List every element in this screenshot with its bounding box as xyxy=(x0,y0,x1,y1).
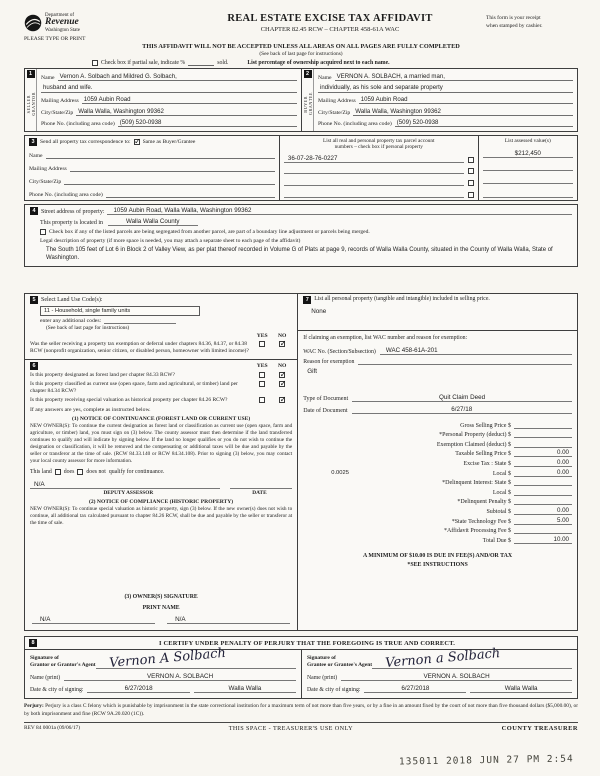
parcel-personal-checkbox-1 xyxy=(468,157,474,163)
section5-6-column xyxy=(24,293,298,631)
corr-mailing-row xyxy=(29,159,275,172)
seller-name-value: Vernon A. Solbach and Mildred G. Solbach, xyxy=(58,73,297,81)
q6b-no-checkbox xyxy=(279,381,285,387)
seller-fields xyxy=(37,69,301,131)
assessed-row-2 xyxy=(483,158,573,171)
fee-table xyxy=(303,419,572,544)
q6b-no-col xyxy=(272,381,292,388)
same-as-buyer-checkbox xyxy=(134,139,140,145)
fee-row-processing-fee xyxy=(303,525,572,535)
parcel-header-line2: numbers – check box if personal property xyxy=(334,144,423,151)
parcel-personal-checkbox-2 xyxy=(468,168,474,174)
doc-date-value: 6/27/18 xyxy=(352,406,572,414)
seller-side-top: SELLER xyxy=(25,94,31,114)
section5-badge: 5 xyxy=(30,296,38,304)
fee-row-total-due xyxy=(303,534,572,544)
form-header xyxy=(24,13,578,42)
grantor-signature-block xyxy=(25,646,301,698)
deputy-assessor-row xyxy=(30,481,292,489)
doc-date-label: Date of Document xyxy=(303,408,348,415)
section3 xyxy=(24,135,578,201)
fee-label-personal: *Personal Property (deduct) $ xyxy=(439,432,511,439)
fee-row-delinq-penalty xyxy=(303,496,572,506)
grantee-name-value: VERNON A. SOLBACH xyxy=(341,673,572,681)
seller-name-value2: husband and wife. xyxy=(41,84,297,92)
perjury-paragraph xyxy=(24,703,578,718)
fee-row-excise-local xyxy=(303,467,572,477)
partial-sale-checkbox xyxy=(92,60,98,66)
reason-field xyxy=(358,364,572,365)
fee-row-taxable xyxy=(303,448,572,458)
doc-type-row xyxy=(303,394,572,402)
q5-no-col xyxy=(272,341,292,348)
section5-yes-no-header xyxy=(30,333,292,339)
buyer-section xyxy=(301,69,577,131)
street-address-value: 1059 Aubin Road, Walla Walla, Washington 99362 xyxy=(107,207,572,215)
cashier-stamp: 135011 2018 JUN 27 PM 2:54 xyxy=(399,753,575,768)
logo-revenue-label: Revenue xyxy=(45,17,79,27)
fee-label-excise-state: Excise Tax : State $ xyxy=(463,461,511,468)
corr-phone-field xyxy=(106,197,275,198)
exemption-deferral-question xyxy=(30,341,292,355)
logo-state-label: Washington State xyxy=(45,27,81,33)
q6c-no-checkbox xyxy=(279,397,285,403)
fee-label-tech-fee: *State Technology Fee $ xyxy=(451,518,511,525)
grantor-signature-line xyxy=(96,646,296,672)
q6a-no-checkbox xyxy=(279,372,285,378)
buyer-phone-value: (509) 520-0938 xyxy=(395,119,573,127)
section8-badge: 8 xyxy=(29,639,37,647)
footer-row xyxy=(24,722,578,732)
owners-signature-heading: (3) OWNER(S) SIGNATURE xyxy=(124,594,198,601)
seller-phone-row xyxy=(41,116,297,128)
buyer-name-row2 xyxy=(318,81,573,93)
buyer-vertical-label xyxy=(303,78,313,131)
fee-label-processing-fee: *Affidavit Processing Fee $ xyxy=(443,528,511,535)
located-value: Walla Walla County xyxy=(108,218,198,226)
grantee-date-value: 6/27/2018 xyxy=(364,685,466,693)
grantor-date-value: 6/27/2018 xyxy=(87,685,189,693)
form-title: REAL ESTATE EXCISE TAX AFFIDAVIT xyxy=(227,13,433,24)
fee-row-tech-fee xyxy=(303,515,572,525)
header-center xyxy=(174,13,486,33)
grantee-signature: Vernon a Solbach xyxy=(384,646,501,672)
seller-name-row xyxy=(41,70,297,82)
segregated-row xyxy=(40,229,572,235)
partial-sold-label: sold. xyxy=(217,59,229,66)
parcel-row-1 xyxy=(284,151,474,163)
legal-description-value: The South 105 feet of Lot 6 in Block 2 of Valley View, as per plat thereof recorded in Volume G of Plats at page 9, records of Walla Walla County, situated in the County of Walla Walla, State of Washington. xyxy=(46,246,553,261)
deputy-date-field xyxy=(230,482,292,489)
header-left xyxy=(24,13,174,42)
corr-name-label: Name xyxy=(29,152,43,159)
grantor-date-label: Date & city of signing: xyxy=(30,687,84,694)
segregated-label: Check box if any of the listed parcels are being segregated from another parcel, are part of a boundary line adjustment or parcels being merged. xyxy=(49,228,370,235)
treasurer-space-label: THIS SPACE - TREASURER'S USE ONLY xyxy=(228,725,353,733)
fee-label-taxable: Taxable Selling Price $ xyxy=(455,451,511,458)
legal-description-label: Legal description of property (if more space is needed, you may attach a separate sheet to each page of the affidavit) xyxy=(40,237,301,244)
revenue-logo xyxy=(24,13,174,33)
section7-column xyxy=(298,293,578,631)
fee-label-total-due: Total Due $ xyxy=(482,537,511,544)
corr-phone-label: Phone No. (including area code) xyxy=(29,191,103,198)
section6-badge: 6 xyxy=(30,362,38,370)
exemption-intro: If claiming an exemption, list WAC number and reason for exemption: xyxy=(303,335,468,342)
doc-type-label: Type of Document xyxy=(303,396,349,403)
seller-side-bottom: GRANTOR xyxy=(30,92,36,116)
fee-value-tech-fee: 5.00 xyxy=(514,517,572,525)
personal-property-label: List all personal property (tangible and intangible) included in selling price. xyxy=(314,296,490,303)
parcel-numbers-block xyxy=(279,136,478,200)
grantee-sig-label xyxy=(307,655,372,669)
notice-continuance-body: NEW OWNER(S): To continue the current designation as forest land or classification as current use (open space, farm and agriculture, or timber) land, you must sign on (3) below. The county assessor must then determine if the land transferred continues to qualify and will indicate by signing below. If the land no longer qualifies or you do not wish to continue the designation or classification, it will be removed and the compensating or additional taxes will be due and payable by the seller or transferor at the time of sale. (RCW 84.33.140 or RCW 84.34.108). Prior to signing (3) below, you may contact your local county assessor for more information. xyxy=(30,423,293,464)
grantee-name-row xyxy=(307,673,572,681)
grantee-sig-label-2: Grantee or Grantee's Agent xyxy=(307,662,373,669)
corr-mailing-label: Mailing Address xyxy=(29,165,67,172)
seller-side-strip xyxy=(25,69,37,131)
grantor-sig-label xyxy=(30,655,96,669)
current-use-text: Is this property classified as current use (open space, farm and agricultural, or timber) land per chapter 84.34 RCW? xyxy=(30,380,238,394)
buyer-name-label: Name xyxy=(318,75,332,82)
deputy-assessor-field: N/A xyxy=(30,481,220,489)
fee-row-personal xyxy=(303,429,572,439)
seller-phone-label: Phone No. (including area code) xyxy=(41,121,115,128)
assessed-row-4 xyxy=(483,184,573,197)
grantor-name-value: VERNON A. SOLBACH xyxy=(64,673,296,681)
please-type-label: PLEASE TYPE OR PRINT xyxy=(24,35,86,42)
logo-dept-label: Department of xyxy=(45,13,75,18)
parcel-row-3 xyxy=(284,174,474,186)
does-checkbox xyxy=(55,469,61,475)
send-correspondence-label: Send all property tax correspondence to: xyxy=(40,138,131,145)
assessed-value: $212,450 xyxy=(483,150,573,158)
buyer-side-top: BUYER xyxy=(302,95,308,113)
corr-city-row xyxy=(29,172,275,185)
yes-header: YES xyxy=(256,333,268,340)
seller-name-label: Name xyxy=(41,75,55,82)
section2-badge: 2 xyxy=(304,70,312,78)
owners-signature-field: N/A xyxy=(32,616,155,624)
grantor-name-row xyxy=(30,673,296,681)
signatures-body xyxy=(25,646,577,698)
seller-mailing-row xyxy=(41,93,297,105)
q6a-yes-checkbox xyxy=(259,372,265,378)
buyer-name-row xyxy=(318,70,573,82)
located-label: This property is located in xyxy=(40,219,103,226)
seller-mailing-label: Mailing Address xyxy=(41,98,79,105)
grantor-sig-label-1: Signature of xyxy=(30,655,59,661)
parcel-header-line1: List all real and personal property tax parcel account xyxy=(323,137,435,144)
grantee-signature-block xyxy=(301,646,577,698)
additional-codes-label: enter any additional codes: xyxy=(40,318,102,325)
reason-value: Gift xyxy=(307,368,318,376)
does-not-checkbox xyxy=(77,469,83,475)
personal-property-value: None xyxy=(311,308,327,316)
q6a-yes-col xyxy=(252,372,272,379)
segregated-checkbox xyxy=(40,229,46,235)
grantor-date-row xyxy=(30,685,296,693)
parcel-number-field-4 xyxy=(284,197,464,198)
grantee-sig-label-1: Signature of xyxy=(307,655,336,661)
fee-row-delinq-interest-state xyxy=(303,477,572,487)
qualify-label: qualify for continuance. xyxy=(108,468,165,475)
certify-statement: I CERTIFY UNDER PENALTY OF PERJURY THAT THE FOREGOING IS TRUE AND CORRECT. xyxy=(159,639,455,647)
assessed-row-3 xyxy=(483,171,573,184)
fee-row-excise-state xyxy=(303,457,572,467)
section4-badge: 4 xyxy=(30,207,38,215)
section8 xyxy=(24,636,578,699)
fee-value-taxable: 0.00 xyxy=(514,449,572,457)
receipt-note-line2: when stamped by cashier. xyxy=(486,22,543,29)
fee-label-delinq-penalty: *Delinquent Penalty $ xyxy=(457,499,511,506)
fee-label-delinq-interest-local: Local $ xyxy=(492,489,511,496)
land-use-header xyxy=(30,296,292,304)
assessed-values-block xyxy=(478,136,577,200)
revenue-logo-icon xyxy=(24,14,42,32)
q6a-no-col xyxy=(272,372,292,379)
parcel-row-4 xyxy=(284,186,474,198)
grantee-name-label: Name (print) xyxy=(307,675,338,682)
same-as-buyer-label: Same as Buyer/Grantee xyxy=(142,138,196,145)
seller-vertical-label xyxy=(26,78,36,131)
partial-sale-label: Check box if partial sale, indicate % xyxy=(101,59,186,66)
parcel-row-2 xyxy=(284,163,474,175)
parcel-header xyxy=(284,138,474,152)
reason-row xyxy=(303,359,572,365)
grantor-city-value: Walla Walla xyxy=(194,685,296,693)
seller-phone-value: (509) 520-0938 xyxy=(118,119,297,127)
section6-divider xyxy=(25,359,297,360)
historic-property-text: Is this property receiving special valuation as historical property per chapter 84.26 RCW? xyxy=(30,396,228,403)
section4 xyxy=(24,204,578,268)
notice-compliance-title: (2) NOTICE OF COMPLIANCE (HISTORIC PROPERTY) xyxy=(89,498,234,505)
seller-section xyxy=(25,69,301,131)
buyer-phone-row xyxy=(318,116,573,128)
fee-value-total-due: 10.00 xyxy=(514,536,572,544)
send-correspondence-row xyxy=(29,138,275,146)
middle-columns xyxy=(24,293,578,631)
corr-phone-row xyxy=(29,185,275,198)
owners-printname-field: N/A xyxy=(167,616,290,624)
exemption-deferral-text: Was the seller receiving a property tax exemption or deferral under chapters 84.36, 84.37, or 84.38 RCW (nonprofit organization, senior citizen, or disabled person, homeowner with limited income)? xyxy=(30,341,249,355)
deputy-assessor-label: DEPUTY ASSESSOR xyxy=(103,489,154,496)
receipt-note-line1: This form is your receipt xyxy=(486,15,541,21)
buyer-name-value: VERNON A. SOLBACH, a married man, xyxy=(335,73,573,81)
county-treasurer-label: COUNTY TREASURER xyxy=(501,725,578,733)
assessed-row-1 xyxy=(483,144,573,157)
seller-city-label: City/State/Zip xyxy=(41,109,74,116)
section6-no-header: NO xyxy=(278,362,287,369)
form-rev-number: REV 84 0001a (09/06/17) xyxy=(24,725,81,732)
street-address-label: Street address of property: xyxy=(41,208,105,215)
fee-value-subtotal: 0.00 xyxy=(514,507,572,515)
fee-label-exemption: Exemption Claimed (deduct) $ xyxy=(436,441,511,448)
buyer-city-row xyxy=(318,104,573,116)
grantee-date-label: Date & city of signing: xyxy=(307,687,361,694)
owners-signature-row xyxy=(32,616,290,624)
partial-sale-row xyxy=(92,60,578,66)
buyer-side-bottom: GRANTEE xyxy=(307,92,313,116)
fee-row-subtotal xyxy=(303,505,572,515)
buyer-side-strip xyxy=(302,69,314,131)
seller-name-row2 xyxy=(41,81,297,93)
partial-percent-field xyxy=(188,61,214,66)
deputy-date-label: DATE xyxy=(252,489,267,496)
section1-badge: 1 xyxy=(27,70,35,78)
doc-date-row xyxy=(303,406,572,414)
deputy-labels-row xyxy=(30,490,292,496)
see-back-note: (See back of last page for instructions) xyxy=(259,50,343,57)
forest-land-question xyxy=(30,372,292,379)
logo-text xyxy=(45,13,80,33)
minimum-due-line1: A MINIMUM OF $10.00 IS DUE IN FEE(S) AND/OR TAX xyxy=(363,552,513,559)
fee-value-excise-local: 0.00 xyxy=(514,469,572,477)
parcel-personal-checkbox-4 xyxy=(468,192,474,198)
q6c-no-col xyxy=(272,397,292,404)
wac-row xyxy=(303,347,572,355)
seller-city-row xyxy=(41,104,297,116)
fee-label-subtotal: Subtotal $ xyxy=(486,509,511,516)
see-instructions-note: *SEE INSTRUCTIONS xyxy=(407,562,468,569)
assessed-field-4 xyxy=(483,197,573,198)
parcel-personal-checkbox-3 xyxy=(468,180,474,186)
grantee-city-value: Walla Walla xyxy=(470,685,572,693)
grantor-signature: Vernon A Solbach xyxy=(108,646,227,672)
does-label: does xyxy=(63,468,75,475)
grantee-signature-line xyxy=(372,646,572,672)
q5-yes-checkbox xyxy=(259,341,265,347)
continuance-qualify-row xyxy=(30,469,292,475)
q6b-yes-col xyxy=(252,381,272,388)
additional-codes-row xyxy=(40,318,292,324)
buyer-fields xyxy=(314,69,577,131)
section6-yes-header: YES xyxy=(256,362,268,369)
if-yes-note: If any answers are yes, complete as instructed below. xyxy=(30,407,151,414)
tax-correspondence-block xyxy=(25,136,279,200)
does-not-label: does not xyxy=(86,468,106,475)
grantee-sig-row xyxy=(307,646,572,672)
perjury-text: Perjury is a class C felony which is punishable by imprisonment in the state correctional institution for a maximum term of not more than five years, or by a fine in an amount fixed by the court of not more than five thousand dollars ($5,000.00), or by both imprisonment and fine (RCW 9A.20.020 (1C)). xyxy=(24,703,578,717)
parties-section xyxy=(24,68,578,132)
land-pre-label: This land xyxy=(30,468,52,475)
current-use-question xyxy=(30,381,292,395)
seller-mailing-value: 1059 Aubin Road xyxy=(82,96,297,104)
fee-row-delinq-interest-local xyxy=(303,486,572,496)
reason-label: Reason for exemption xyxy=(303,359,355,366)
parcel-number-value: 36-07-28-76-0227 xyxy=(284,155,464,163)
notice-continuance-title: (1) NOTICE OF CONTINUANCE (FOREST LAND OR CURRENT USE) xyxy=(71,416,251,423)
q6b-yes-checkbox xyxy=(259,381,265,387)
additional-codes-field xyxy=(104,319,176,324)
seller-city-value: Walla Walla, Washington 99362 xyxy=(76,108,297,116)
personal-property-blank xyxy=(303,315,572,327)
exemption-divider xyxy=(298,330,577,331)
fee-value-excise-state: 0.00 xyxy=(514,459,572,467)
doc-type-value: Quit Claim Deed xyxy=(352,394,572,402)
minimum-due-note xyxy=(303,552,572,571)
grantor-sig-label-2: Grantor or Grantor's Agent xyxy=(30,662,96,669)
print-name-heading: PRINT NAME xyxy=(142,605,180,612)
land-use-code-field: 11 - Household, single family units xyxy=(40,306,200,316)
section5-see-back: (See back of last page for instructions) xyxy=(46,325,130,332)
q6c-yes-checkbox xyxy=(259,397,265,403)
grantor-name-label: Name (print) xyxy=(30,675,61,682)
no-header: NO xyxy=(278,333,287,340)
q5-yes-col xyxy=(252,341,272,348)
grantee-date-row xyxy=(307,685,572,693)
perjury-label: Perjury: xyxy=(24,703,44,710)
forest-land-text: Is this property designated as forest land per chapter 84.33 RCW? xyxy=(30,371,175,378)
corr-city-label: City/State/Zip xyxy=(29,178,62,185)
buyer-phone-label: Phone No. (including area code) xyxy=(318,121,392,128)
document-block xyxy=(303,390,572,414)
ownership-note: List percentage of ownership acquired next to each name. xyxy=(247,59,390,66)
receipt-note xyxy=(486,13,578,31)
wac-label: WAC No. (Section/Subsection) xyxy=(303,349,376,356)
buyer-mailing-row xyxy=(318,93,573,105)
fee-row-exemption xyxy=(303,438,572,448)
corr-name-row xyxy=(29,146,275,159)
section6-header xyxy=(30,362,292,370)
notice-compliance-body: NEW OWNER(S): To continue special valuation as historic property, sign (3) below. If the new owner(s) does not wish to continue, all additional tax calculated pursuant to chapter 84.26 RCW, shall be due and payable by the seller or transferor at the time of sale. xyxy=(30,505,293,526)
buyer-name-value2: individually, as his sole and separate property xyxy=(318,84,573,92)
land-use-label: Select Land Use Code(s): xyxy=(41,297,103,304)
wac-value: WAC 458-61A-201 xyxy=(380,347,572,355)
form-chapter: CHAPTER 82.45 RCW – CHAPTER 458-61A WAC xyxy=(260,26,400,33)
fee-label-excise-local: Local $ xyxy=(492,470,511,477)
fee-label-gross: Gross Selling Price $ xyxy=(460,422,511,429)
section7-badge: 7 xyxy=(303,296,311,304)
warning-line: THIS AFFIDAVIT WILL NOT BE ACCEPTED UNLESS ALL AREAS ON ALL PAGES ARE FULLY COMPLETED xyxy=(142,42,460,50)
personal-property-header xyxy=(303,296,572,304)
historic-property-question xyxy=(30,397,292,404)
local-rate-value: 0.0025 xyxy=(331,469,349,476)
q5-no-checkbox xyxy=(279,341,285,347)
buyer-city-value: Walla Walla, Washington 99362 xyxy=(353,108,573,116)
fee-label-delinq-interest-state: *Delinquent Interest: State $ xyxy=(442,480,511,487)
property-located-row xyxy=(40,218,572,226)
fee-row-gross xyxy=(303,419,572,429)
grantor-sig-row xyxy=(30,646,296,672)
buyer-mailing-value: 1059 Aubin Road xyxy=(359,96,573,104)
buyer-city-label: City/State/Zip xyxy=(318,109,351,116)
section3-badge: 3 xyxy=(29,138,37,146)
street-address-row xyxy=(30,207,572,215)
assessed-header: List assessed value(s) xyxy=(504,137,551,144)
q6c-yes-col xyxy=(252,397,272,404)
buyer-mailing-label: Mailing Address xyxy=(318,98,356,105)
